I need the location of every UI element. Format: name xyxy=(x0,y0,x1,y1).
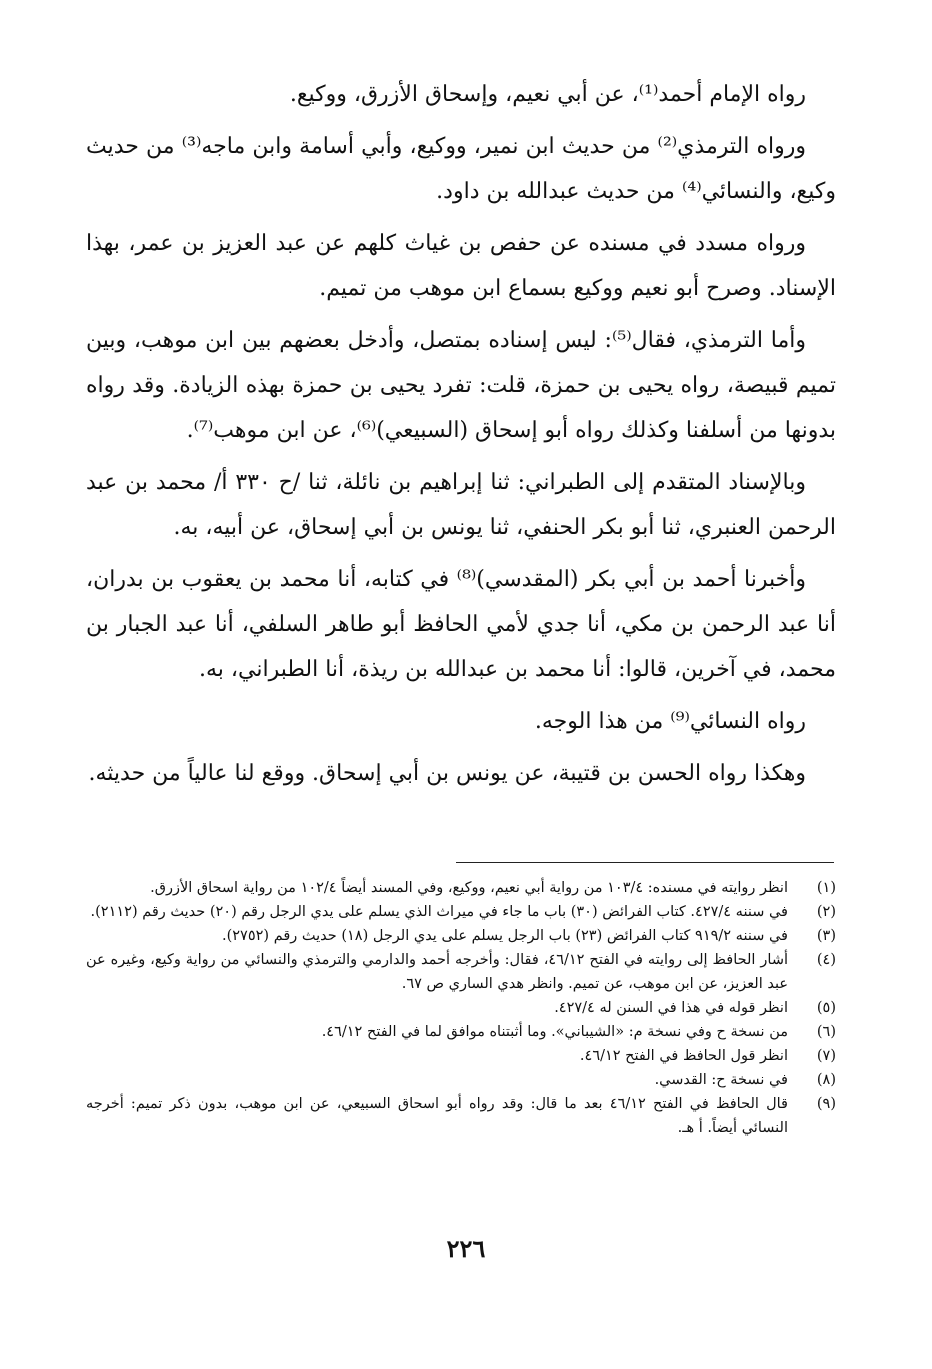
footnote-number: (٨) xyxy=(816,1072,836,1088)
footnote xyxy=(86,900,836,924)
footnote-number: (١) xyxy=(816,880,836,896)
footnote-text: في نسخة ح: القدسي. xyxy=(654,1072,788,1088)
footnote xyxy=(86,924,836,948)
main-text xyxy=(86,72,836,796)
paragraph: ورواه مسدد في مسنده عن حفص بن غياث كلهم عن عبد العزيز بن عمر، بهذا الإسناد. وصرح أبو نعيم ووكيع بسماع ابن موهب من تميم. xyxy=(86,231,836,301)
footnote xyxy=(86,1092,836,1140)
footnote-number: (٤) xyxy=(816,952,836,968)
footnote xyxy=(86,1068,836,1092)
footnote xyxy=(86,876,836,900)
footnote xyxy=(86,1020,836,1044)
footnote-number: (٢) xyxy=(816,904,836,920)
footnote-text: قال الحافظ في الفتح ٤٦/١٢ بعد ما قال: وقد رواه أبو اسحاق السبيعي، عن ابن موهب، بدون ذكر تميم: أخرجه النسائي أيضاً. أ هـ. xyxy=(86,1096,788,1136)
paragraph: وهكذا رواه الحسن بن قتيبة، عن يونس بن أبي إسحاق. ووقع لنا عالياً من حديثه. xyxy=(88,761,806,786)
paragraph: وأما الترمذي، فقال⁽⁵⁾: ليس إسناده بمتصل، وأدخل بعضهم بين ابن موهب، وبين تميم قبيصة، رواه يحيى بن حمزة، قلت: تفرد يحيى بن حمزة بهذه الزيادة. وقد رواه بدونها من أسلفنا وكذلك رواه أبو إسحاق (السبيعي)⁽⁶⁾، عن ابن موهب⁽⁷⁾. xyxy=(86,328,836,443)
footnote-number: (٦) xyxy=(816,1024,836,1040)
paragraph: رواه النسائي⁽⁹⁾ من هذا الوجه. xyxy=(534,709,806,734)
footnote-text: في سننه ٤٢٧/٤. كتاب الفرائض (٣٠) باب ما جاء في ميراث الذي يسلم على يدي الرجل رقم (٢٠) حديث رقم (٢١١٢). xyxy=(90,904,788,920)
footnote-number: (٣) xyxy=(816,928,836,944)
footnote-text: من نسخة ح وفي نسخة م: «الشيباني». وما أثبتناه موافق لما في الفتح ٤٦/١٢. xyxy=(321,1024,788,1040)
paragraph: وأخبرنا أحمد بن أبي بكر (المقدسي)⁽⁸⁾ في كتابه، أنا محمد بن يعقوب بن بدران، أنا عبد الرحمن بن مكي، أنا جدي لأمي الحافظ أبو طاهر السلفي، أنا عبد الجبار بن محمد، في آخرين، قالوا: أنا محمد بن عبدالله بن ريذة، أنا الطبراني، به. xyxy=(86,567,836,682)
footnote-number: (٩) xyxy=(816,1096,836,1112)
footnote-text: انظر قول الحافظ في الفتح ٤٦/١٢. xyxy=(579,1048,788,1064)
footnote-number: (٧) xyxy=(816,1048,836,1064)
footnote-text: انظر روايته في مسنده: ١٠٣/٤ من رواية أبي نعيم، ووكيع، وفي المسند أيضاً ١٠٢/٤ من رواية اسحاق الأزرق. xyxy=(150,880,788,896)
footnote xyxy=(86,996,836,1020)
footnote-divider xyxy=(456,862,834,863)
paragraph: ورواه الترمذي⁽²⁾ من حديث ابن نمير، ووكيع، وأبي أسامة وابن ماجه⁽³⁾ من حديث وكيع، والنسائي⁽⁴⁾ من حديث عبدالله بن داود. xyxy=(86,134,836,204)
footnote-text: انظر قوله في هذا في السنن له ٤٢٧/٤. xyxy=(554,1000,788,1016)
footnote xyxy=(86,948,836,996)
footnotes xyxy=(86,876,836,1140)
paragraph: رواه الإمام أحمد⁽¹⁾، عن أبي نعيم، وإسحاق الأزرق، ووكيع. xyxy=(289,82,806,107)
footnote xyxy=(86,1044,836,1068)
footnote-text: أشار الحافظ إلى روايته في الفتح ٤٦/١٢، فقال: وأخرجه أحمد والدارمي والترمذي والنسائي من رواية وكيع، وغيره عن عبد العزيز، عن ابن موهب، عن تميم. وانظر هدي الساري ص ٦٧. xyxy=(86,952,788,992)
footnote-text: في سننه ٩١٩/٢ كتاب الفرائض (٢٣) باب الرجل يسلم على يدي الرجل (١٨) حديث رقم (٢٧٥٢). xyxy=(221,928,788,944)
paragraph: وبالإسناد المتقدم إلى الطبراني: ثنا إبراهيم بن نائلة، ثنا /ح ٣٣٠ أ/ محمد بن عبد الرحمن العنبري، ثنا أبو بكر الحنفي، ثنا يونس بن أبي إسحاق، عن أبيه، به. xyxy=(86,470,836,540)
footnote-number: (٥) xyxy=(816,1000,836,1016)
page-number: ٢٢٦ xyxy=(446,1234,486,1263)
